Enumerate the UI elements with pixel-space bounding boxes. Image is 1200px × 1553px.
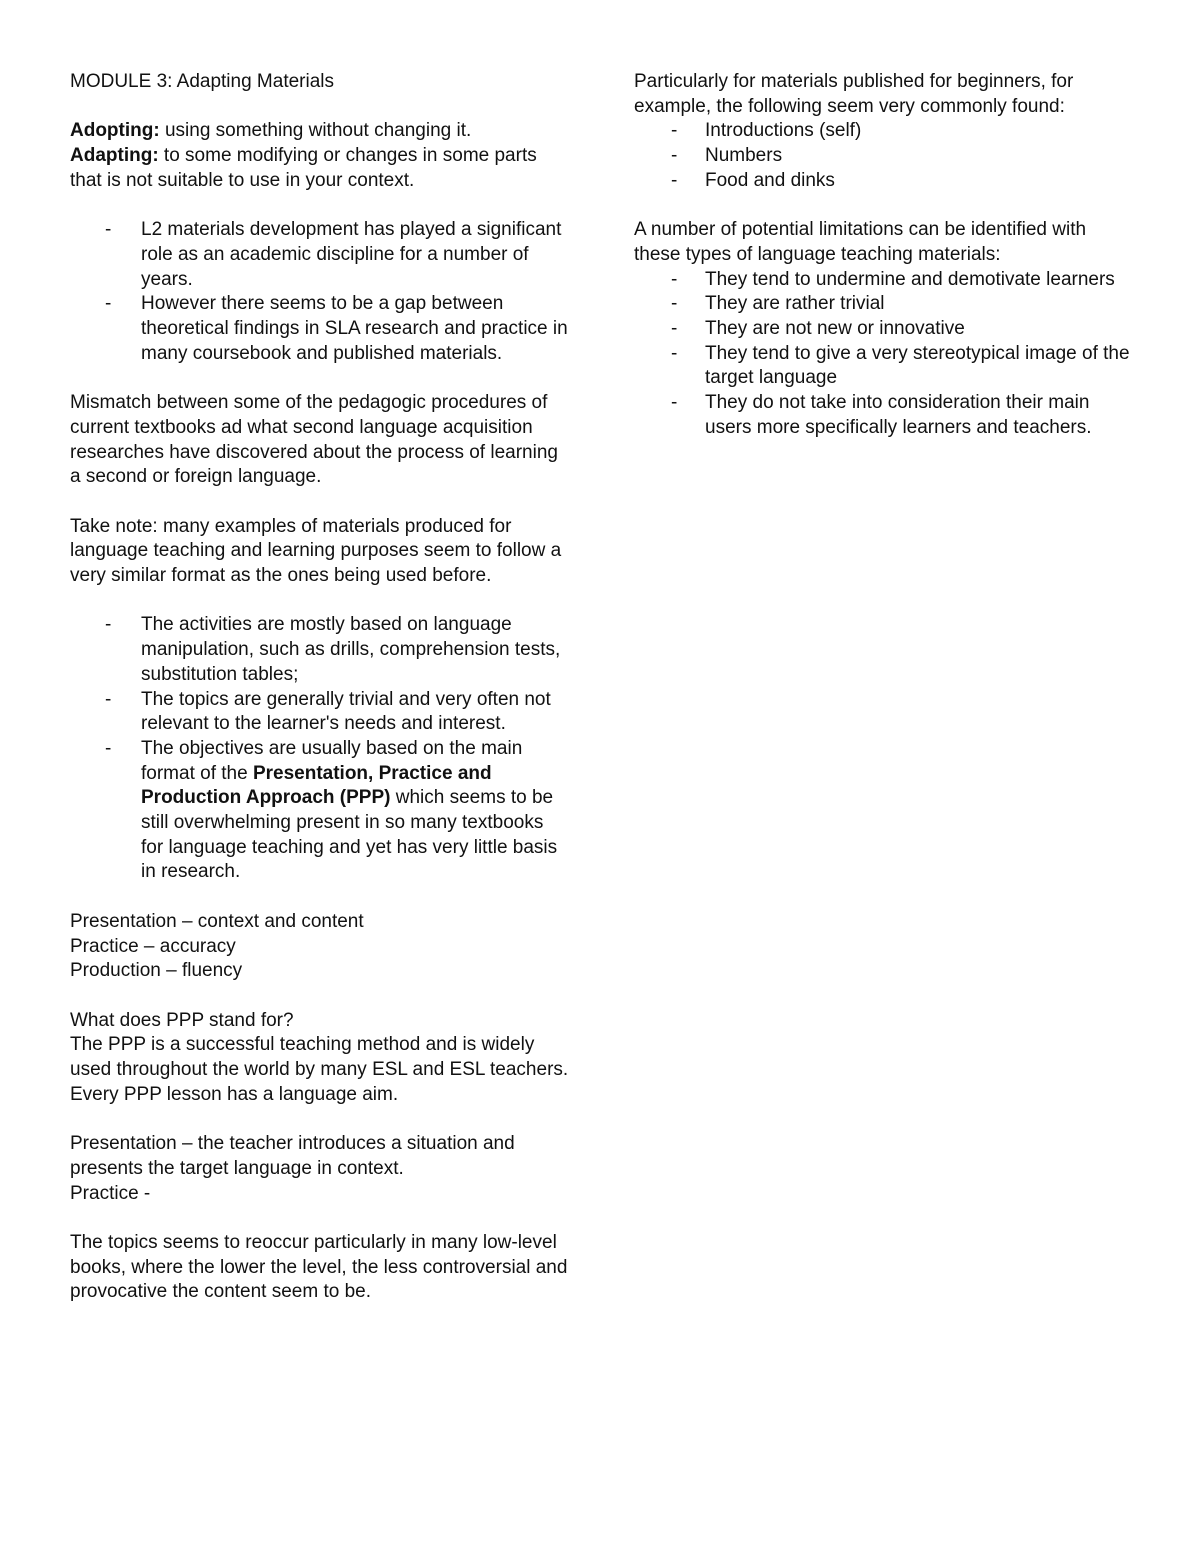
adopting-text: using something without changing it. bbox=[159, 120, 472, 142]
list-item: - However there seems to be a gap between theoretical findings in SLA research and practice in many coursebook and published materials. bbox=[70, 292, 570, 366]
list-item: - The topics are generally trivial and very often not relevant to the learner's needs and interest. bbox=[70, 688, 570, 737]
list-item: - They tend to give a very stereotypical image of the target language bbox=[634, 342, 1134, 391]
list-item bbox=[70, 737, 570, 885]
practice-description: Practice - bbox=[70, 1182, 151, 1204]
list-item: - They are rather trivial bbox=[634, 292, 1134, 317]
objectives-text-end: which seems to be still overwhelming present in so many textbooks for language teaching and yet has very little basis in research. bbox=[141, 787, 558, 883]
list-item: - They tend to undermine and demotivate learners bbox=[634, 268, 1134, 293]
adapting-text: to some modifying or changes in some parts that is not suitable to use in your context. bbox=[70, 145, 537, 191]
limitations-list bbox=[634, 268, 1134, 441]
objectives-text-start: The objectives are usually based on the main format of the bbox=[141, 737, 523, 784]
ppp-question: What does PPP stand for? bbox=[70, 1009, 294, 1031]
list-item: - They do not take into consideration their main users more specifically learners and teachers. bbox=[634, 391, 1134, 440]
list-item: - L2 materials development has played a significant role as an academic discipline for a number of years. bbox=[70, 218, 570, 292]
list-item: - Food and dinks bbox=[634, 169, 1134, 194]
presentation-description: Presentation – the teacher introduces a situation and presents the target language in context. bbox=[70, 1133, 515, 1179]
mismatch-paragraph: Mismatch between some of the pedagogic procedures of current textbooks ad what second language acquisition researches have discovered about the process of learning a second or foreign language. bbox=[70, 392, 558, 488]
limitations-intro: A number of potential limitations can be identified with these types of language teaching materials: bbox=[634, 219, 1087, 265]
adapting-term: Adapting: bbox=[70, 145, 159, 167]
list-item: - They are not new or innovative bbox=[634, 317, 1134, 342]
adopting-definition bbox=[70, 119, 570, 144]
module-title: MODULE 3: Adapting Materials bbox=[70, 71, 335, 92]
ppp-approach-term: Presentation, Practice and Production Approach (PPP) bbox=[141, 762, 492, 809]
development-list bbox=[70, 218, 570, 366]
format-list bbox=[70, 613, 570, 885]
beginner-topics-list bbox=[634, 119, 1134, 193]
adopting-term: Adopting: bbox=[70, 120, 160, 142]
ppp-line: Practice – accuracy bbox=[70, 935, 236, 957]
ppp-line: Production – fluency bbox=[70, 960, 243, 982]
list-item: - The activities are mostly based on language manipulation, such as drills, comprehension tests, substitution tables; bbox=[70, 613, 570, 687]
ppp-line: Presentation – context and content bbox=[70, 910, 364, 932]
beginners-intro: Particularly for materials published for beginners, for example, the following seem very commonly found: bbox=[634, 71, 1074, 117]
left-column bbox=[70, 70, 570, 1305]
list-item: - Introductions (self) bbox=[634, 119, 1134, 144]
adapting-definition bbox=[70, 144, 570, 193]
right-column bbox=[634, 70, 1134, 441]
topics-paragraph: The topics seems to reoccur particularly in many low-level books, where the lower the level, the less controversial and provocative the content seem to be. bbox=[70, 1231, 568, 1303]
ppp-description: The PPP is a successful teaching method and is widely used throughout the world by many ESL and ESL teachers. Every PPP lesson has a language aim. bbox=[70, 1034, 569, 1105]
list-item: - Numbers bbox=[634, 144, 1134, 169]
take-note-paragraph: Take note: many examples of materials produced for language teaching and learning purposes seem to follow a very similar format as the ones being used before. bbox=[70, 515, 562, 586]
